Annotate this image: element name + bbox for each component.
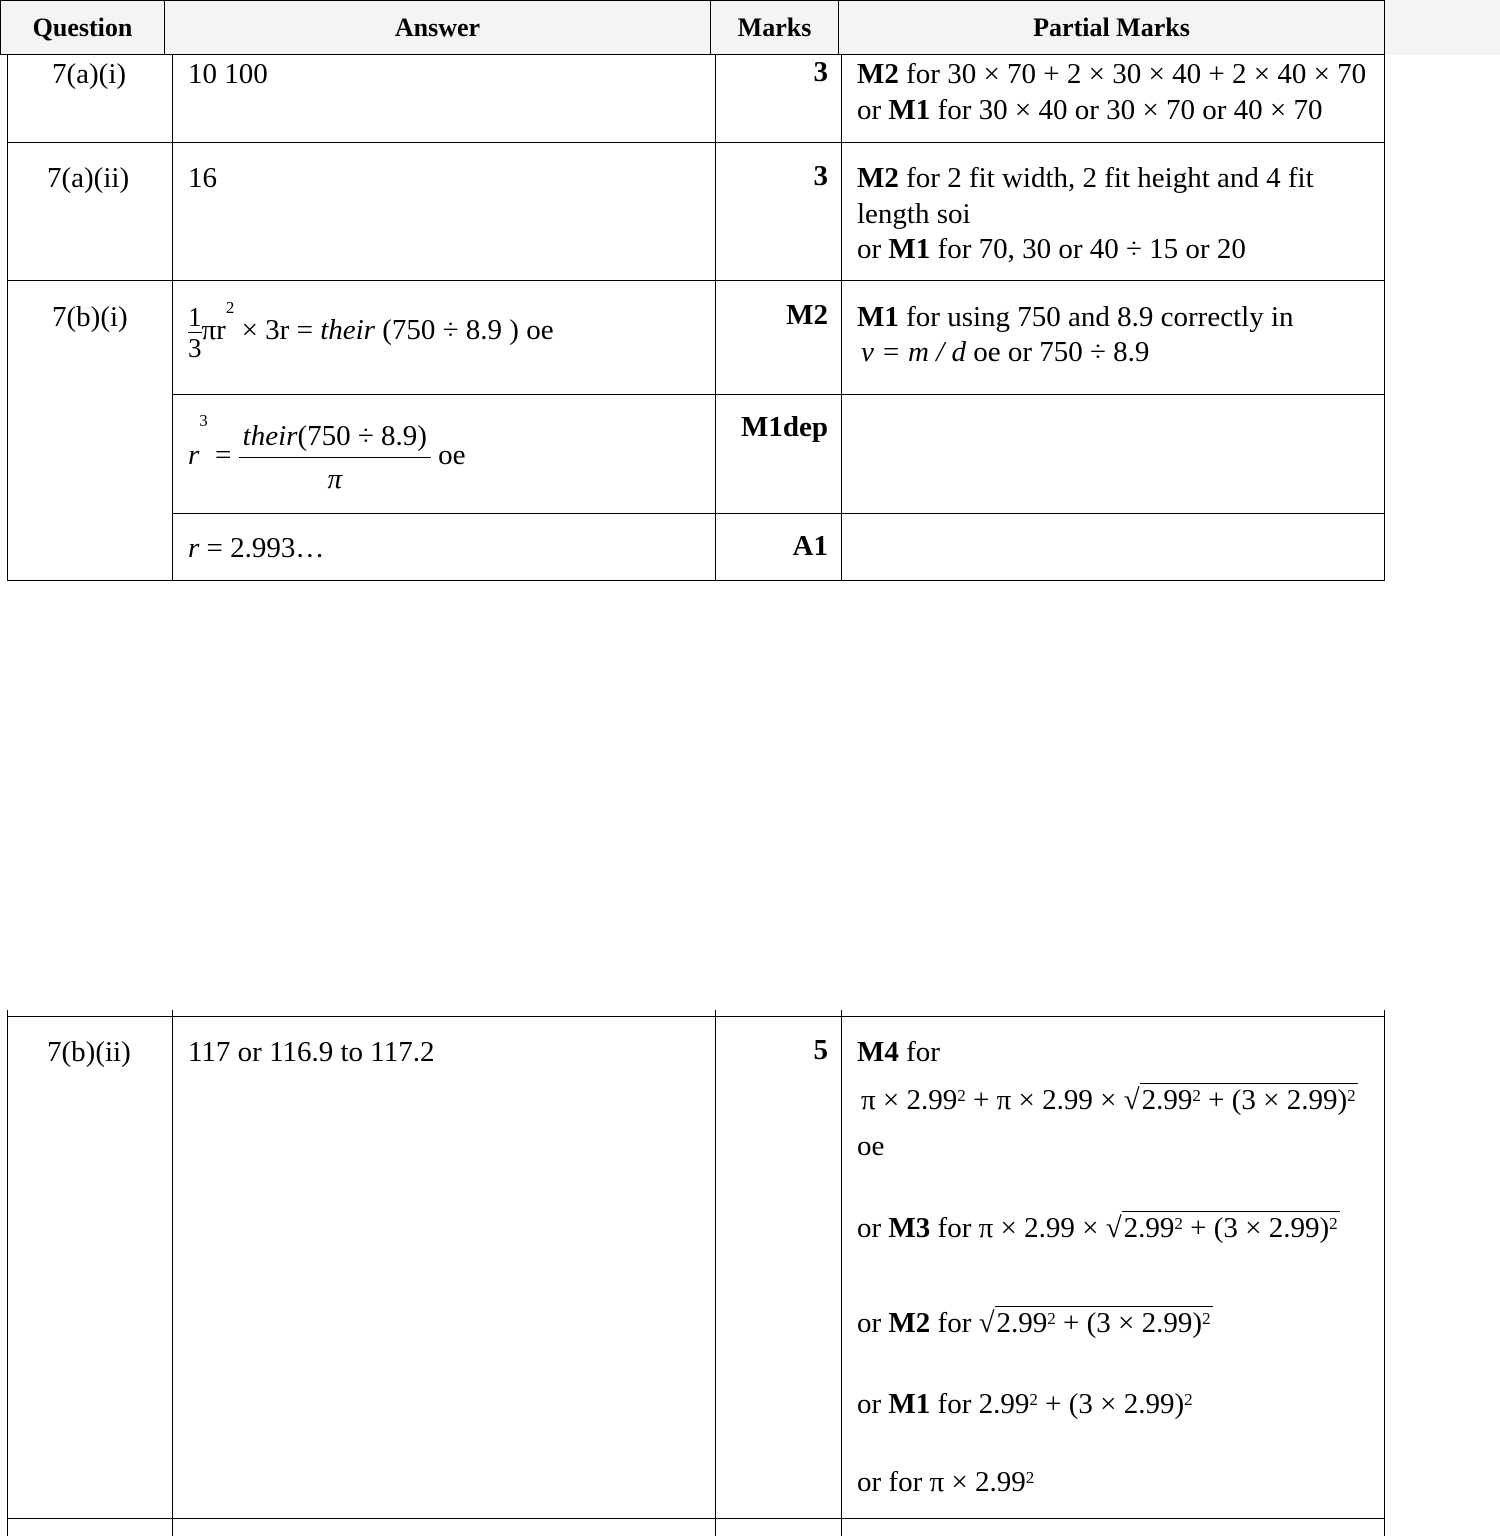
question-number: 7(a)(i) <box>52 58 127 90</box>
question-number: 7(a)(ii) <box>47 162 130 194</box>
partial-formula: or M3 for $\pi \times 2.99 \times √2.99^2 + (3 \times 2.99)^2$ <box>857 1212 1338 1244</box>
header-partial-marks: Partial Marks <box>838 0 1385 55</box>
header-answer: Answer <box>164 0 711 55</box>
header-question: Question <box>0 0 165 55</box>
partial-formula: $\pi \times 2.99^2 + \pi \times 2.99 \times √2.99^2 + (3 \times 2.99)^2$ <box>861 1084 1356 1116</box>
partial-formula: or M2 for $√2.99^2 + (3 \times 2.99)^2$ <box>857 1307 1211 1339</box>
answer-text: 117 or 116.9 to 117.2 <box>188 1036 435 1068</box>
partial-line: length soi <box>857 198 971 230</box>
marks-value: M1dep <box>741 411 828 443</box>
marks-value: 5 <box>813 1034 828 1066</box>
marks-value: 3 <box>813 160 828 192</box>
partial-line: v = m / d oe or 750 ÷ 8.9 <box>861 336 1150 368</box>
partial-line: M2 for 2 fit width, 2 fit height and 4 fit <box>857 162 1314 194</box>
marks-value: M2 <box>786 299 828 331</box>
answer-formula: $r^3$ = $\frac{\text{their(750 ÷ 8.9)}}{\pi}$ oe <box>188 411 466 495</box>
question-number: 7(b)(ii) <box>47 1036 131 1068</box>
partial-line: or M1 for 30 × 40 or 30 × 70 or 40 × 70 <box>857 94 1323 126</box>
marks-value: A1 <box>792 530 828 562</box>
answer-formula: $\frac{1}{3}$ $\pi r^2 \times 3r$ = their (750 ÷ 8.9 ) oe <box>188 298 554 363</box>
partial-line: or for $\pi \times 2.99^2$ <box>857 1466 1035 1498</box>
partial-line: or M1 for 70, 30 or 40 ÷ 15 or 20 <box>857 233 1246 265</box>
partial-line: M2 for 30 × 70 + 2 × 30 × 40 + 2 × 40 × 70 <box>857 58 1367 90</box>
partial-line: or M1 for $2.99^2 + (3 \times 2.99)^2$ <box>857 1388 1193 1420</box>
partial-line: M4 for <box>857 1036 940 1068</box>
answer-text: 16 <box>188 162 217 194</box>
question-number: 7(b)(i) <box>52 301 128 333</box>
partial-line: M1 for using 750 and 8.9 correctly in <box>857 301 1294 333</box>
marks-value: 3 <box>813 56 828 88</box>
answer-text: 10 100 <box>188 58 268 90</box>
answer-text: r = 2.993… <box>188 532 325 564</box>
header-marks: Marks <box>710 0 839 55</box>
partial-line: oe <box>857 1130 885 1162</box>
